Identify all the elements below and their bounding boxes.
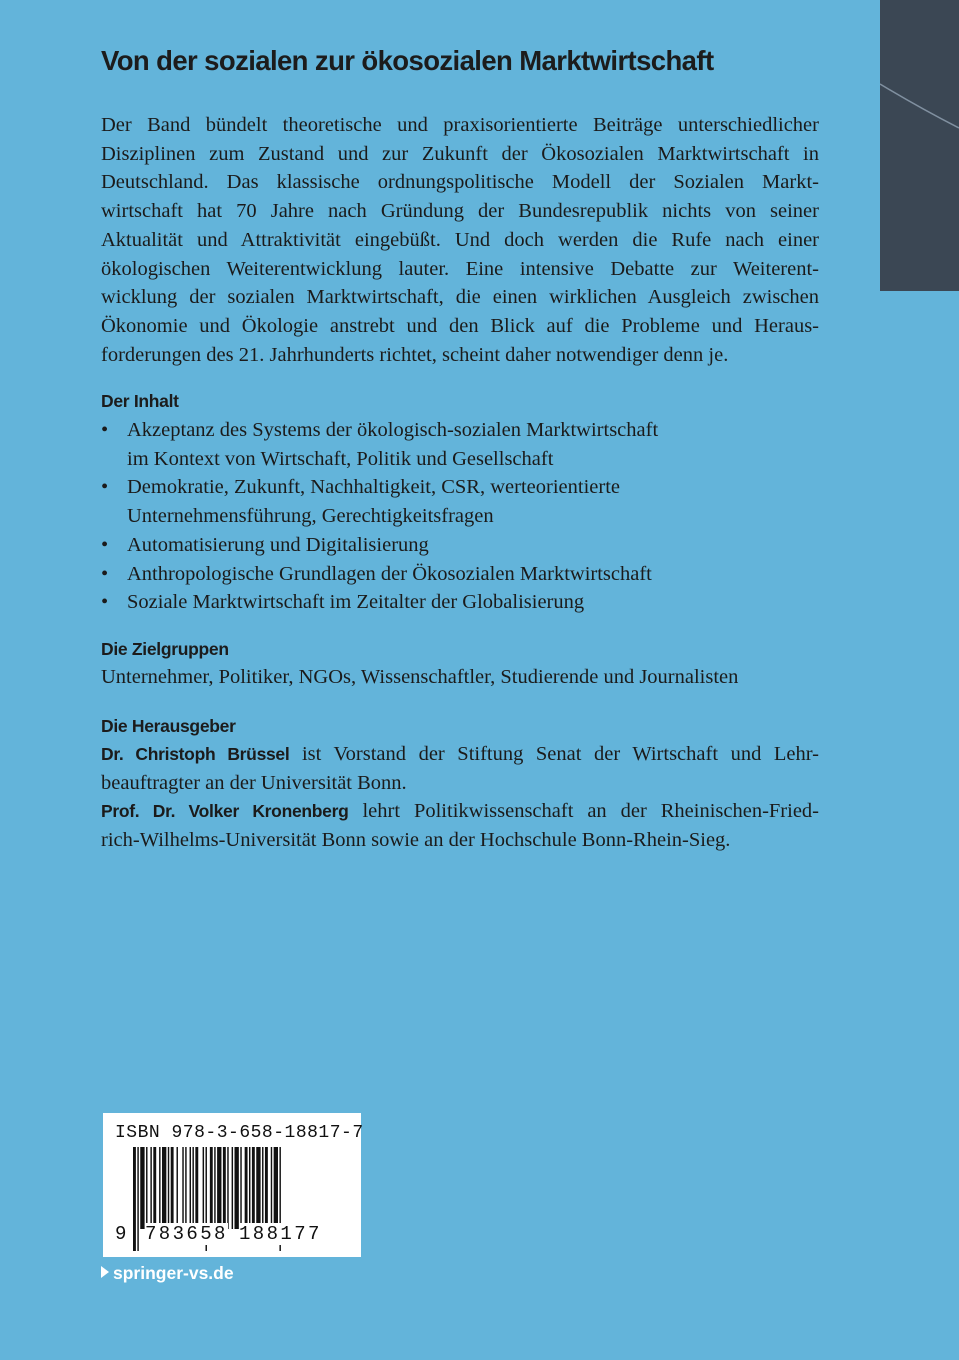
editor1-bio-cont: beauftragter an der Universität Bonn. xyxy=(101,771,407,794)
bullet: • xyxy=(101,591,109,614)
barcode-bar xyxy=(256,1147,260,1229)
arrow-icon xyxy=(101,1266,109,1278)
barcode-bar xyxy=(223,1147,226,1229)
barcode-bar xyxy=(232,1147,233,1229)
barcode-bar xyxy=(274,1147,278,1229)
barcode-bar xyxy=(140,1147,144,1229)
cover-accent-tab xyxy=(880,0,959,291)
barcode-digit-first: 9 xyxy=(115,1223,127,1245)
barcode-bar xyxy=(177,1147,178,1229)
list-item-line: Soziale Marktwirtschaft im Zeitalter der Globalisierung xyxy=(127,591,585,614)
editors-text xyxy=(101,740,819,855)
contents-list xyxy=(101,416,819,617)
barcode-bar xyxy=(171,1147,174,1229)
barcode-bar xyxy=(227,1147,228,1229)
list-item-line: Anthropologische Grundlagen der Ökosozialen Marktwirtschaft xyxy=(127,562,652,585)
isbn-barcode xyxy=(103,1113,364,1257)
publisher-website[interactable] xyxy=(101,1263,234,1284)
decorative-curve xyxy=(880,0,959,291)
editor2-line xyxy=(101,797,819,826)
audience-line: Unternehmer, Politiker, NGOs, Wissenschaftler, Studierende und Journalisten xyxy=(101,666,739,688)
barcode-bar xyxy=(203,1147,204,1229)
list-item xyxy=(101,473,819,530)
barcode-bar xyxy=(217,1147,221,1229)
list-item-line: im Kontext von Wirtschaft, Politik und Gesellschaft xyxy=(127,447,554,470)
barcode-bar xyxy=(214,1147,215,1229)
description-line: Aktualität und Attraktivität eingebüßt. Und doch werden die Rufe nach einer xyxy=(101,228,819,251)
bullet: • xyxy=(101,476,109,499)
editor2-bio-cont: rich-Wilhelms-Universität Bonn sowie an der Hochschule Bonn-Rhein-Sieg. xyxy=(101,829,731,852)
list-item xyxy=(101,560,819,589)
barcode-bar xyxy=(168,1147,169,1229)
description-line: Der Band bündelt theoretische und praxisorientierte Beiträge unterschiedlicher xyxy=(101,114,819,136)
barcode-bar xyxy=(195,1147,198,1229)
barcode-bar xyxy=(271,1147,272,1229)
barcode-bar xyxy=(249,1147,250,1229)
barcode-bar xyxy=(262,1147,263,1229)
description xyxy=(101,111,819,369)
bullet: • xyxy=(101,419,109,441)
description-line: Ökonomie und Ökologie anstrebt und den Blick auf die Probleme und Heraus- xyxy=(101,314,819,337)
barcode-bar xyxy=(185,1147,186,1229)
description-line: Deutschland. Das klassische ordnungspolitische Modell der Sozialen Markt- xyxy=(101,171,819,194)
barcode-bar xyxy=(235,1147,239,1229)
barcode-bar xyxy=(240,1147,241,1229)
description-line: ökologischen Weiterentwicklung lauter. Eine intensive Debatte zur Weiterent- xyxy=(101,257,819,280)
barcode-bar xyxy=(265,1147,268,1229)
barcode-bar xyxy=(133,1147,136,1251)
barcode-bar xyxy=(210,1147,213,1229)
list-item-line: Unternehmensführung, Gerechtigkeitsfragen xyxy=(127,505,494,528)
barcode-bar xyxy=(182,1147,183,1229)
barcode-bar xyxy=(159,1147,160,1229)
description-line: wicklung der sozialen Marktwirtschaft, die einen wirklichen Ausgleich zwischen xyxy=(101,286,819,309)
bullet: • xyxy=(101,562,109,585)
audience-heading: Die Zielgruppen xyxy=(101,639,229,659)
barcode-digits-right: 188177 xyxy=(239,1223,322,1245)
editor1-name: Dr. Christoph Brüssel xyxy=(101,744,290,764)
bullet: • xyxy=(101,533,109,556)
barcode-digits-left: 783658 xyxy=(145,1223,228,1245)
list-item-line: Automatisierung und Digitalisierung xyxy=(127,533,429,556)
editor2-name: Prof. Dr. Volker Kronenberg xyxy=(101,801,349,822)
barcode-bar xyxy=(153,1147,156,1229)
description-line: Disziplinen zum Zustand und zur Zukunft der Ökosozialen Marktwirtschaft in xyxy=(101,142,819,165)
book-title: Von der sozialen zur ökosozialen Marktwirtschaft xyxy=(101,45,714,76)
barcode-bar xyxy=(137,1147,138,1251)
barcode-bar xyxy=(245,1147,248,1229)
list-item-line: Akzeptanz des Systems der ökologisch-sozialen Marktwirtschaft xyxy=(127,419,659,441)
contents-heading: Der Inhalt xyxy=(101,391,179,411)
description-line: wirtschaft hat 70 Jahre nach Gründung der Bundesrepublik nichts von seiner xyxy=(101,200,819,223)
editor1-bio: ist Vorstand der Stiftung Senat der Wirtschaft und Lehr- xyxy=(289,743,819,765)
list-item xyxy=(101,416,819,473)
barcode-bar xyxy=(146,1147,147,1229)
editors-heading: Die Herausgeber xyxy=(101,716,236,736)
editor1-line xyxy=(101,740,819,769)
barcode-bar xyxy=(162,1147,166,1229)
audience-text xyxy=(101,663,819,692)
list-item xyxy=(101,588,819,617)
barcode-bar xyxy=(192,1147,193,1229)
description-line: forderungen des 21. Jahrhunderts richtet, scheint daher notwendiger denn je. xyxy=(101,343,729,366)
barcode-bar xyxy=(150,1147,151,1229)
isbn-label: ISBN 978-3-658-18817-7 xyxy=(115,1123,364,1143)
list-item-line: Demokratie, Zukunft, Nachhaltigkeit, CSR, werteorientierte xyxy=(127,476,620,499)
barcode-bar xyxy=(252,1147,255,1229)
barcode-bar xyxy=(190,1147,191,1229)
editor2-bio: lehrt Politikwissenschaft an der Rheinischen-Fried- xyxy=(348,800,819,823)
list-item xyxy=(101,531,819,560)
website-label: springer-vs.de xyxy=(113,1263,234,1283)
